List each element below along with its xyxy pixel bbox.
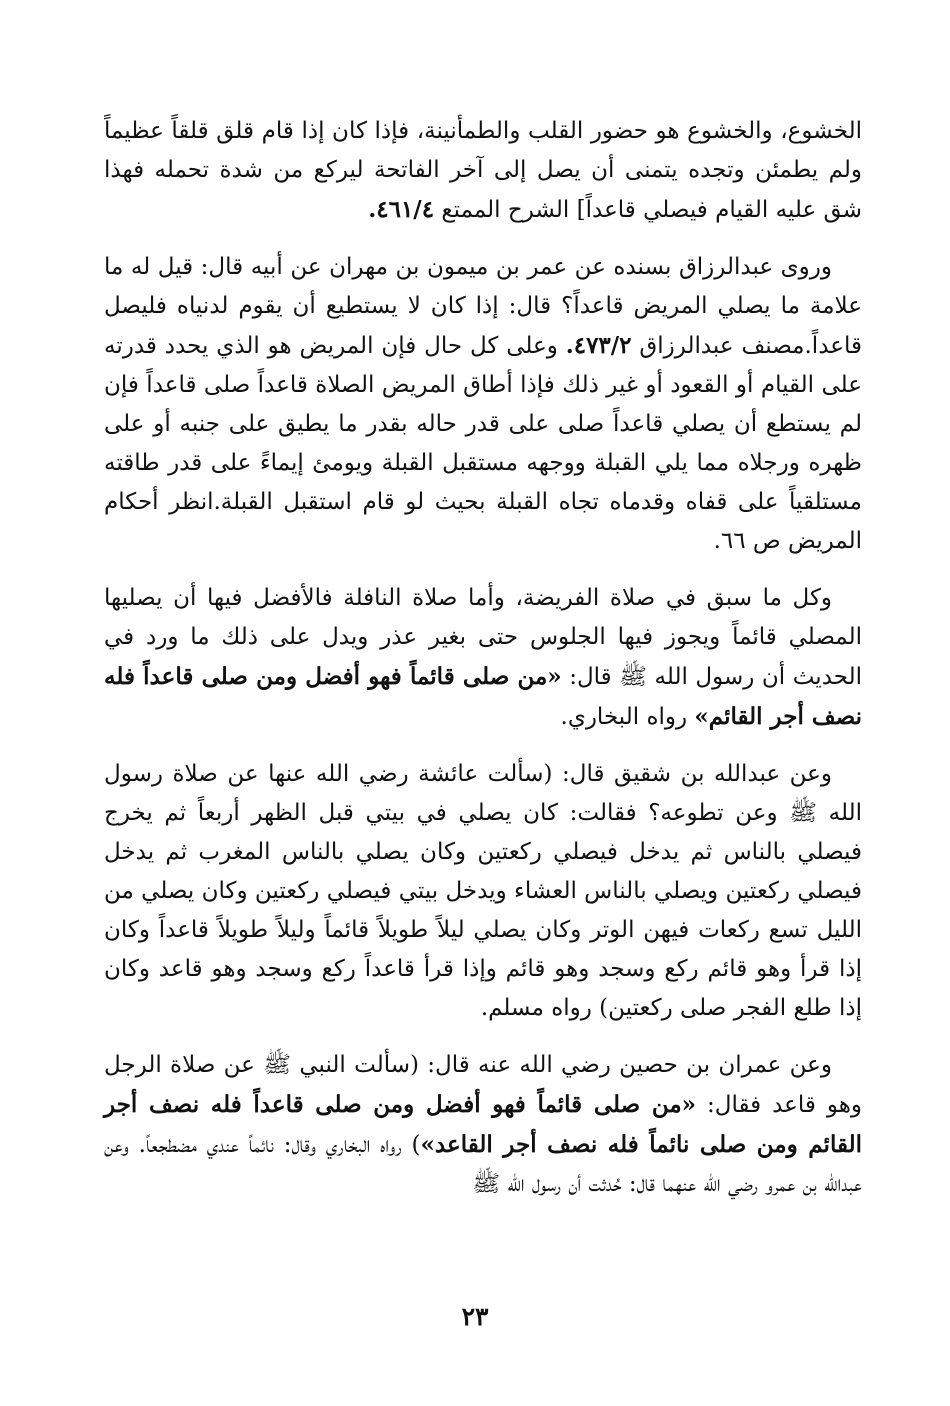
paragraph (104, 248, 862, 561)
text-segment: وعن عمران بن حصين رضي الله عنه قال: (سألت النبي ﷺ عن صلاة الرجل وهو قاعد فقال: (104, 1052, 862, 1118)
paragraph (104, 755, 862, 1028)
text-segment: وعلى كل حال فإن المريض هو الذي يحدد قدرته على القيام أو القعود أو غير ذلك فإذا أطاق المريض الصلاة قاعداً صلى قاعداً فإن لم يستطع أن يصلي قاعداً صلى على قدر حاله بقدر ما يطيق على جنبه أو على ظهره ورجلاه مما يلي القبلة ووجهه مستقبل القبلة ويومئ إيماءً على قدر طاقته مستلقياً على قفاه وقدماه تجاه القبلة بحيث لو قام استقبل القبلة.انظر أحكام المريض ص ٦٦. (104, 333, 862, 554)
text-segment: وروى عبدالرزاق بسنده عن عمر بن ميمون بن مهران عن أبيه قال: قيل له ما علامة ما يصلي المريض قاعداً؟ قال: إذا كان لا يستطيع أن يقوم لدنياه فليصل قاعداً.مصنف عبدالرزاق (104, 254, 862, 359)
bold-text: «من صلى قائماً فهو أفضل ومن صلى قاعداً فله نصف أجر القائم ومن صلى نائماً فله نصف أجر القاعد» (104, 1091, 862, 1158)
bold-text: «من صلى قائماً فهو أفضل ومن صلى قاعداً فله نصف أجر القائم» (104, 663, 862, 730)
text-segment: وعن عبدالله بن شقيق قال: (سألت عائشة رضي الله عنها عن صلاة رسول الله ﷺ وعن تطوعه؟ فقالت: كان يصلي في بيتي قبل الظهر أربعاً ثم يخرج فيصلي بالناس ثم يدخل فيصلي ركعتين وكان يصلي بالناس المغرب ثم يدخل فيصلي ركعتين ويصلي بالناس العشاء ويدخل بيتي فيصلي ركعتين وكان يصلي من الليل تسع ركعات فيهن الوتر وكان يصلي ليلاً طويلاً قائماً وليلاً طويلاً قاعداً وكان إذا قرأ وهو قائم ركع وسجد وهو قائم وإذا قرأ قاعداً ركع وسجد وهو قاعد وكان إذا طلع الفجر صلى ركعتين) رواه مسلم. (104, 761, 862, 1021)
paragraph (104, 579, 862, 737)
text-segment: وكل ما سبق في صلاة الفريضة، وأما صلاة النافلة فالأفضل فيها أن يصليها المصلي قائماً ويجوز فيها الجلوس حتى بغير عذر ويدل على ذلك ما ورد في الحديث أن رسول الله ﷺ قال: (104, 585, 863, 690)
text-segment: الخشوع، والخشوع هو حضور القلب والطمأنينة، فإذا كان إذا قام قلق قلقاً عظيماً ولم يطمئن وتجده يتمنى أن يصل إلى آخر الفاتحة ليركع من شدة تحمله فهذا شق عليه القيام فيصلي قاعداً] الشرح الممتع (104, 118, 862, 223)
page-body (104, 112, 862, 1222)
bold-text: ٤٦١/٤. (368, 196, 435, 223)
paragraph (104, 112, 862, 230)
page-number: ٢٣ (461, 1302, 489, 1331)
text-segment: ) رواه البخاري وقال: نائماً عندي مضطجعاً. وعن عبدالله بن عمرو رضي الله عنهما قال: حُدثت أن رسول الله ﷺ (104, 1132, 862, 1197)
paragraph (104, 1046, 862, 1204)
bold-text: ٤٧٣/٢. (565, 332, 632, 359)
text-segment: رواه البخاري. (560, 704, 695, 730)
